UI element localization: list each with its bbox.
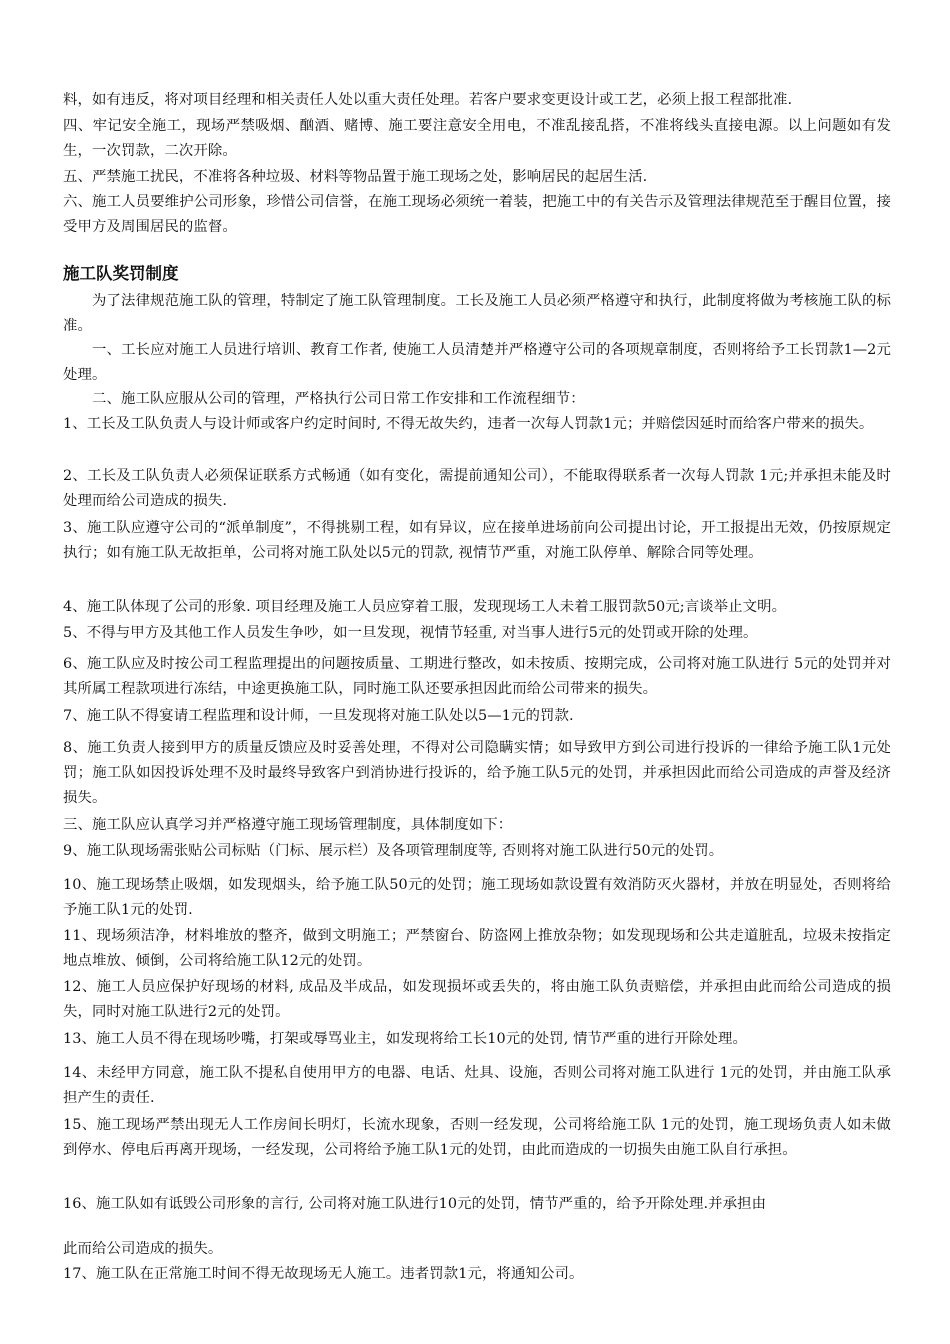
list-item: 3、施工队应遵守公司的“派单制度”，不得挑剔工程，如有异议，应在接单进场前向公司提出讨论，开工报提出无效，仍按原规定执行；如有施工队无故拒单，公司将对施工队处以5元的罚款, 视情节严重，对施工队停单、解除合同等处理。 <box>63 520 891 561</box>
paragraph-rule-four: 四、牢记安全施工，现场严禁吸烟、酗酒、赌博、施工要注意安全用电，不准乱接乱搭，不准将线头直接电源。以上问题如有发生，一次罚款，二次开除。 <box>63 118 891 159</box>
continuation-line: 此而给公司造成的损失。 <box>63 1241 223 1257</box>
list-item: 14、未经甲方同意，施工队不提私自使用甲方的电器、电话、灶具、设施，否则公司将对施工队进行 1元的处罚，并由施工队承担产生的责任. <box>63 1065 891 1106</box>
list-item: 6、施工队应及时按公司工程监理提出的问题按质量、工期进行整改，如未按质、按期完成，公司将对施工队进行 5元的处罚并对其所属工程款项进行冻结，中途更换施工队，同时施工队还要承担因此而给公司带来的损失。 <box>63 656 891 697</box>
list-item: 2、工长及工队负责人必须保证联系方式畅通（如有变化，需提前通知公司），不能取得联系者一次每人罚款 1元;并承担未能及时处理而给公司造成的损失. <box>63 468 891 509</box>
paragraph-materials-continuation: 料，如有违反，将对项目经理和相关责任人处以重大责任处理。若客户要求变更设计或工艺，必须上报工程部批准. <box>63 92 793 108</box>
list-item: 12、施工人员应保护好现场的材料, 成品及半成品，如发现损坏或丢失的，将由施工队负责赔偿，并承担由此而给公司造成的损失，同时对施工队进行2元的处罚。 <box>63 979 891 1020</box>
paragraph-rule-five: 五、严禁施工扰民，不准将各种垃圾、材料等物品置于施工现场之处，影响居民的起居生活. <box>63 169 648 185</box>
section-title: 施工队奖罚制度 <box>63 264 179 283</box>
part-three-heading: 三、施工队应认真学习并严格遵守施工现场管理制度，具体制度如下： <box>63 817 513 833</box>
list-item: 17、施工队在正常施工时间不得无故现场无人施工。违者罚款1元，将通知公司。 <box>63 1266 584 1282</box>
intro-paragraph: 为了法律规范施工队的管理，特制定了施工队管理制度。工长及施工人员必须严格遵守和执行，此制度将做为考核施工队的标准。 <box>63 293 891 334</box>
list-item: 16、施工队如有诋毁公司形象的言行, 公司将对施工队进行10元的处罚，情节严重的，给予开除处理.并承担由 <box>63 1196 767 1212</box>
list-item: 5、不得与甲方及其他工作人员发生争吵，如一旦发现，视情节轻重, 对当事人进行5元的处罚或开除的处理。 <box>63 625 758 641</box>
list-item: 7、施工队不得宴请工程监理和设计师，一旦发现将对施工队处以5—1元的罚款. <box>63 708 574 724</box>
part-two-heading: 二、施工队应服从公司的管理，严格执行公司日常工作安排和工作流程细节： <box>92 391 585 407</box>
list-item: 10、施工现场禁止吸烟，如发现烟头，给予施工队50元的处罚；施工现场如款设置有效消防灭火器材，并放在明显处，否则将给予施工队1元的处罚. <box>63 877 891 918</box>
paragraph-rule-six: 六、施工人员要维护公司形象，珍惜公司信誉，在施工现场必须统一着装，把施工中的有关告示及管理法律规范至于醒目位置，接受甲方及周围居民的监督。 <box>63 194 891 235</box>
list-item: 13、施工人员不得在现场吵嘴，打架或辱骂业主，如发现将给工长10元的处罚, 情节严重的进行开除处理。 <box>63 1031 747 1047</box>
part-one-paragraph: 一、工长应对施工人员进行培训、教育工作者, 使施工人员清楚并严格遵守公司的各项规章制度，否则将给予工长罚款1—2元处理。 <box>63 342 891 383</box>
list-item: 1、工长及工队负责人与设计师或客户约定时间时, 不得无故失约，违者一次每人罚款1元；并赔偿因延时而给客户带来的损失。 <box>63 416 874 432</box>
list-item: 4、施工队体现了公司的形象. 项目经理及施工人员应穿着工服，发现现场工人未着工服罚款50元;言谈举止文明。 <box>63 599 787 615</box>
list-item: 11、现场须洁净，材料堆放的整齐，做到文明施工；严禁窗台、防盗网上推放杂物；如发现现场和公共走道脏乱，垃圾未按指定地点堆放、倾倒，公司将给施工队12元的处罚。 <box>63 928 891 969</box>
list-item: 8、施工负责人接到甲方的质量反馈应及时妥善处理，不得对公司隐瞒实情；如导致甲方到公司进行投诉的一律给予施工队1元处罚；施工队如因投诉处理不及时最终导致客户到消协进行投诉的，给予施工队5元的处罚，并承担因此而给公司造成的声誉及经济损失。 <box>63 740 891 806</box>
list-item: 15、施工现场严禁出现无人工作房间长明灯，长流水现象，否则一经发现，公司将给施工队 1元的处罚，施工现场负责人如未做到停水、停电后再离开现场，一经发现，公司将给予施工队1元的处罚，由此而造成的一切损失由施工队自行承担。 <box>63 1117 891 1158</box>
list-item: 9、施工队现场需张贴公司标贴（门标、展示栏）及各项管理制度等, 否则将对施工队进行50元的处罚。 <box>63 843 724 859</box>
